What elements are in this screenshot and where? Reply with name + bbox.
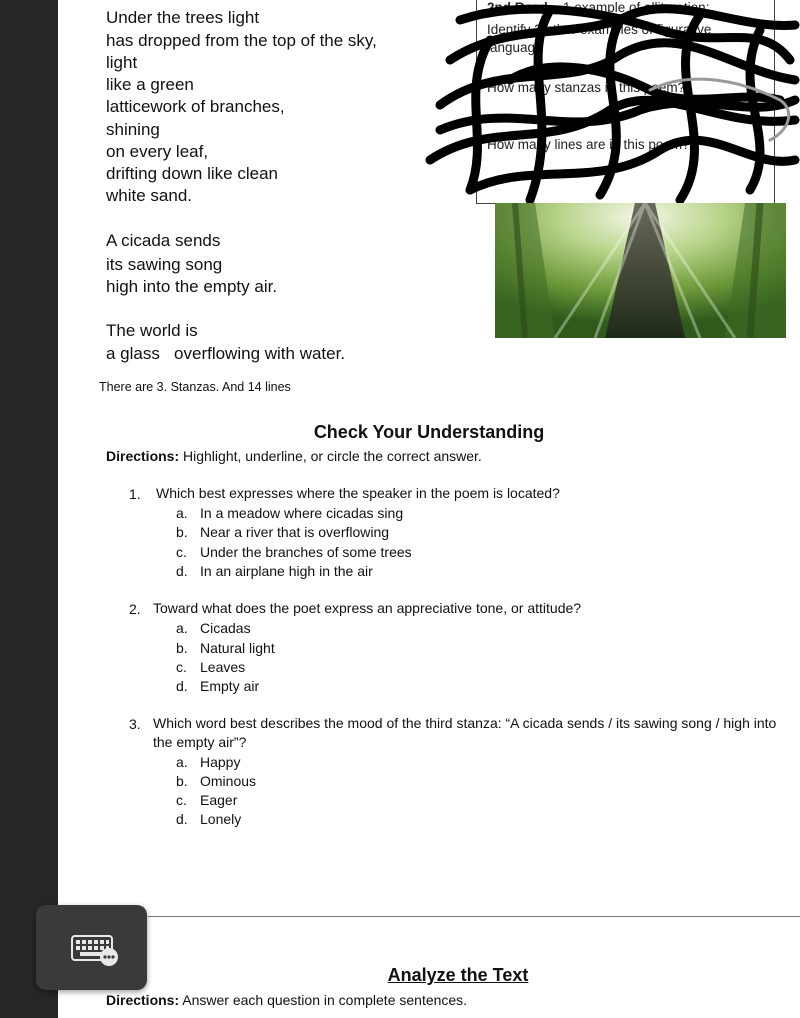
note-stanzas-question: How many stanzas in this poem? <box>487 80 686 95</box>
answer-option[interactable]: a. In a meadow where cicadas sing <box>176 505 404 521</box>
poem-line: light <box>106 53 138 72</box>
poem-line: latticework of branches, <box>106 97 285 116</box>
poem-line: has dropped from the top of the sky, <box>106 31 377 50</box>
poem-line: its sawing song <box>106 255 223 274</box>
answer-option[interactable]: b. Near a river that is overflowing <box>176 524 390 540</box>
poem-line: on every leaf, <box>106 142 209 161</box>
question-number: 2. <box>129 601 141 617</box>
note-language: language <box>487 40 543 55</box>
analyze-directions <box>106 992 467 1008</box>
answer-option[interactable]: c. Under the branches of some trees <box>176 544 412 560</box>
keyboard-icon <box>36 905 147 990</box>
answer-option[interactable]: c. Leaves <box>176 659 246 675</box>
poem-line: drifting down like clean <box>106 164 278 183</box>
directions-label: Directions: <box>106 448 180 464</box>
left-dark-strip <box>0 0 58 1018</box>
directions-label: Directions: <box>106 992 180 1008</box>
second-read-label: 2nd Read: <box>487 0 553 15</box>
question-text: Toward what does the poet express an appreciative tone, or attitude? <box>153 600 582 616</box>
answer-option[interactable]: d. Empty air <box>176 678 260 694</box>
directions-text: Highlight, underline, or circle the correct answer. <box>179 448 482 464</box>
question-text-continued: the empty air”? <box>153 734 247 750</box>
answer-option[interactable]: d. In an airplane high in the air <box>176 563 373 579</box>
note-alliteration: 1 example of alliteration; <box>563 0 710 15</box>
answer-option[interactable]: a. Happy <box>176 754 241 770</box>
poem-line: Under the trees light <box>106 8 260 27</box>
section-divider <box>148 916 800 917</box>
poem-line: like a green <box>106 75 194 94</box>
question-text: Which best expresses where the speaker in the poem is located? <box>156 485 560 501</box>
keyboard-button[interactable] <box>36 905 147 990</box>
note-figurative: Identify 2 other examples of figurative <box>487 22 712 37</box>
question-text: Which word best describes the mood of the third stanza: “A cicada sends / its sawing song / high into <box>153 715 777 731</box>
question-number: 3. <box>129 716 141 732</box>
poem-line: A cicada sends <box>106 231 221 250</box>
poem-line: white sand. <box>106 186 192 205</box>
answer-option[interactable]: b. Natural light <box>176 640 275 656</box>
pen-scribble <box>400 0 800 220</box>
forest-tree-photo <box>495 203 786 338</box>
poem-line: The world is <box>106 321 198 340</box>
answer-option[interactable]: d. Lonely <box>176 811 242 827</box>
poem-line: shining <box>106 120 160 139</box>
check-understanding-title: Check Your Understanding <box>313 422 545 442</box>
poem-line: high into the empty air. <box>106 277 278 296</box>
question-number: 1. <box>129 486 141 502</box>
answer-option[interactable]: c. Eager <box>176 792 238 808</box>
directions-text: Answer each question in complete sentences. <box>179 992 468 1008</box>
note-lines-question: How many lines are in this poem? <box>487 137 690 152</box>
poem-line: a glass overflowing with water. <box>106 344 346 363</box>
analyze-text-title: Analyze the Text <box>387 965 529 985</box>
answer-option[interactable]: b. Ominous <box>176 773 257 789</box>
cyu-directions <box>106 448 482 464</box>
stanza-count-note: There are 3. Stanzas. And 14 lines <box>99 380 291 394</box>
answer-option[interactable]: a. Cicadas <box>176 620 251 636</box>
